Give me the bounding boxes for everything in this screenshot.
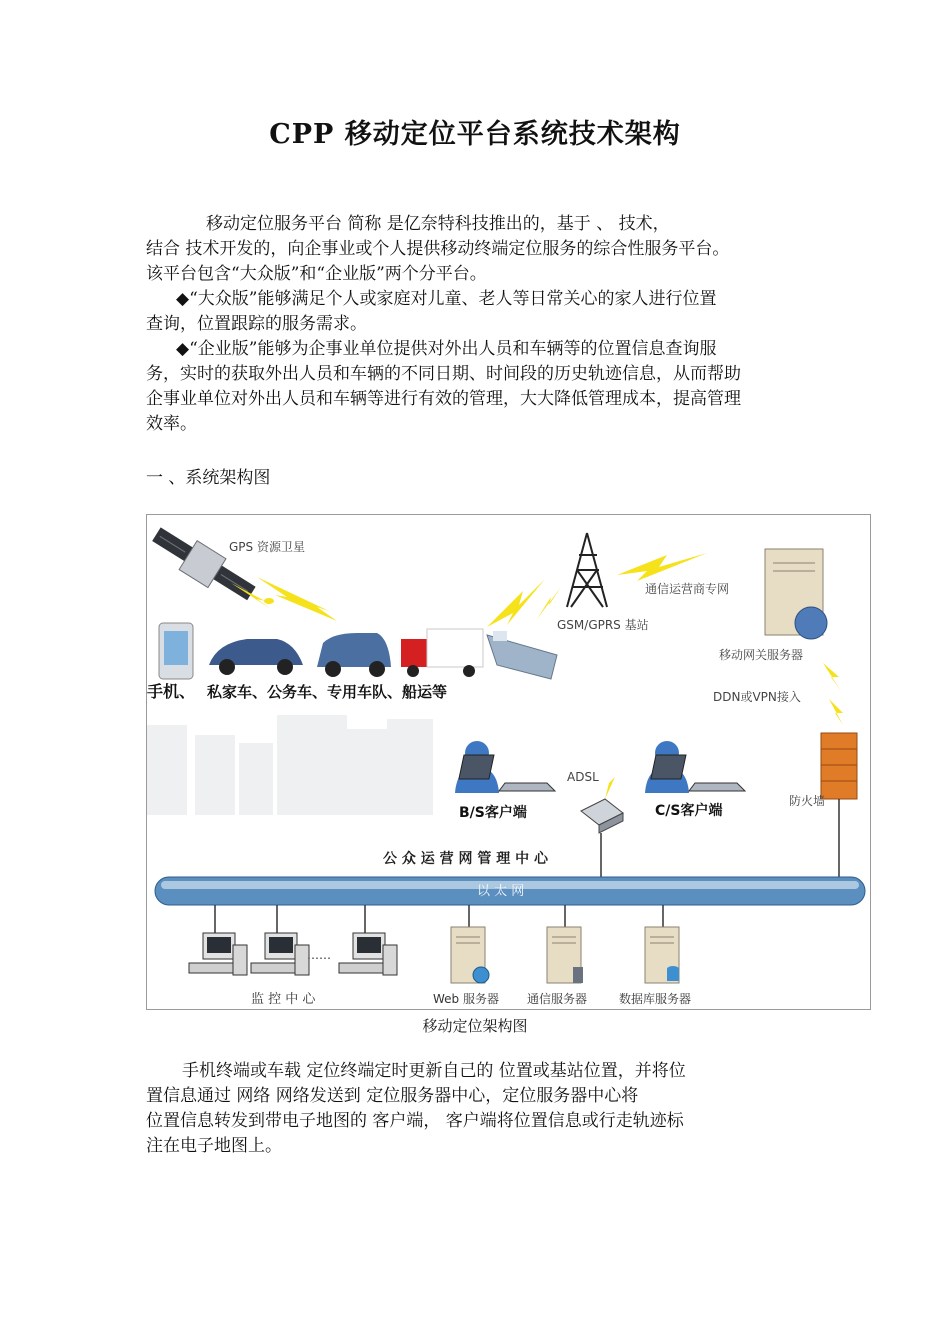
firewall-icon: [821, 733, 857, 799]
bullet-line: 务，实时的获取外出人员和车辆的不同日期、时间段的历史轨迹信息，从而帮助: [146, 364, 741, 384]
bus-drop-lines: [215, 905, 663, 933]
workstation-icon: [339, 933, 397, 975]
adsl-label: ADSL: [567, 770, 599, 784]
signal-bolt-icon: [823, 663, 841, 691]
comm-server-label: 通信服务器: [527, 992, 588, 1006]
gsm-station-label: GSM/GPRS 基站: [557, 618, 649, 632]
intro-line: 移动定位服务平台 简称 是亿奈特科技推出的，基于 、 技术，: [206, 214, 670, 234]
intro-line: 结合 技术开发的，向企事业或个人提供移动终端定位服务的综合性服务平台。: [146, 239, 730, 259]
workstation-icon: [251, 933, 309, 975]
intro-line: 该平台包含“大众版”和“企业版”两个分平台。: [146, 264, 487, 284]
workstation-icon: [189, 933, 247, 975]
bs-client-label: B/S客户端: [459, 805, 527, 821]
cs-client-label: C/S客户端: [655, 803, 723, 819]
figure-caption: 移动定位架构图: [422, 1017, 528, 1035]
ddn-vpn-label: DDN或VPN接入: [713, 690, 801, 704]
bullet-line: 效率。: [146, 414, 197, 434]
signal-bolt-icon: [264, 598, 274, 604]
intro-paragraph: [146, 212, 814, 287]
final-paragraph: [146, 1059, 814, 1159]
bullet-line: 企事业单位对外出人员和车辆等进行有效的管理，大大降低管理成本，提高管理: [146, 389, 741, 409]
gsm-tower-icon: [567, 533, 607, 607]
gateway-server-icon: [765, 549, 827, 639]
bullet-line: ◆“大众版”能够满足个人或家庭对儿童、老人等日常关心的家人进行位置: [176, 289, 717, 309]
satellite-icon: [147, 521, 260, 609]
section-heading: 一 、系统架构图: [146, 468, 271, 488]
gateway-server-label: 移动网关服务器: [719, 648, 804, 662]
final-line: 置信息通过 网络 网络发送到 定位服务器中心，定位服务器中心将: [146, 1086, 639, 1106]
bullet-line: ◆“企业版”能够为企事业单位提供对外出人员和车辆等的位置信息查询服: [176, 339, 717, 359]
terminals-phone-label: 手机、: [147, 682, 196, 701]
signal-bolt-icon: [487, 579, 545, 627]
terminals-vehicles-label: 私家车、公务车、专用车队、船运等: [207, 683, 448, 701]
firewall-label: 防火墙: [789, 794, 826, 808]
web-server-label: Web 服务器: [433, 992, 499, 1006]
document-title: CPP 移动定位平台系统技术架构: [269, 119, 681, 150]
gps-satellite-label: GPS 资源卫星: [229, 540, 305, 554]
comm-server-icon: [547, 927, 583, 983]
web-server-icon: [451, 927, 489, 983]
database-server-label: 数据库服务器: [619, 992, 692, 1006]
final-line: 手机终端或车载 定位终端定时更新自己的 位置或基站位置，并将位: [182, 1061, 686, 1081]
suv-icon: [317, 633, 391, 677]
database-server-icon: [645, 927, 679, 983]
operator-network-label: 通信运营商专网: [645, 582, 730, 596]
final-line: 位置信息转发到带电子地图的 客户端， 客户端将位置信息或行走轨迹标: [146, 1111, 684, 1131]
ethernet-label: 以 太 网: [477, 884, 525, 899]
ship-icon: [487, 631, 557, 679]
bullet-public-edition: [146, 287, 814, 337]
ellipsis-label: ……: [307, 948, 331, 962]
architecture-diagram: [146, 514, 871, 1010]
bullet-enterprise-edition: [146, 337, 814, 437]
car-icon: [209, 639, 303, 675]
phone-icon: [159, 623, 193, 679]
final-line: 注在电子地图上。: [146, 1136, 282, 1156]
building-silhouette: [147, 715, 433, 815]
signal-bolt-icon: [537, 587, 561, 619]
monitor-center-label: 监 控 中 心: [251, 992, 316, 1007]
adsl-modem-icon: [581, 799, 623, 833]
signal-bolt-icon: [605, 751, 617, 799]
truck-icon: [401, 629, 483, 677]
signal-bolt-icon: [829, 699, 843, 725]
bullet-line: 查询，位置跟踪的服务需求。: [146, 314, 367, 334]
signal-bolt-icon: [617, 553, 707, 581]
public-center-label: 公 众 运 营 网 管 理 中 心: [383, 851, 548, 867]
